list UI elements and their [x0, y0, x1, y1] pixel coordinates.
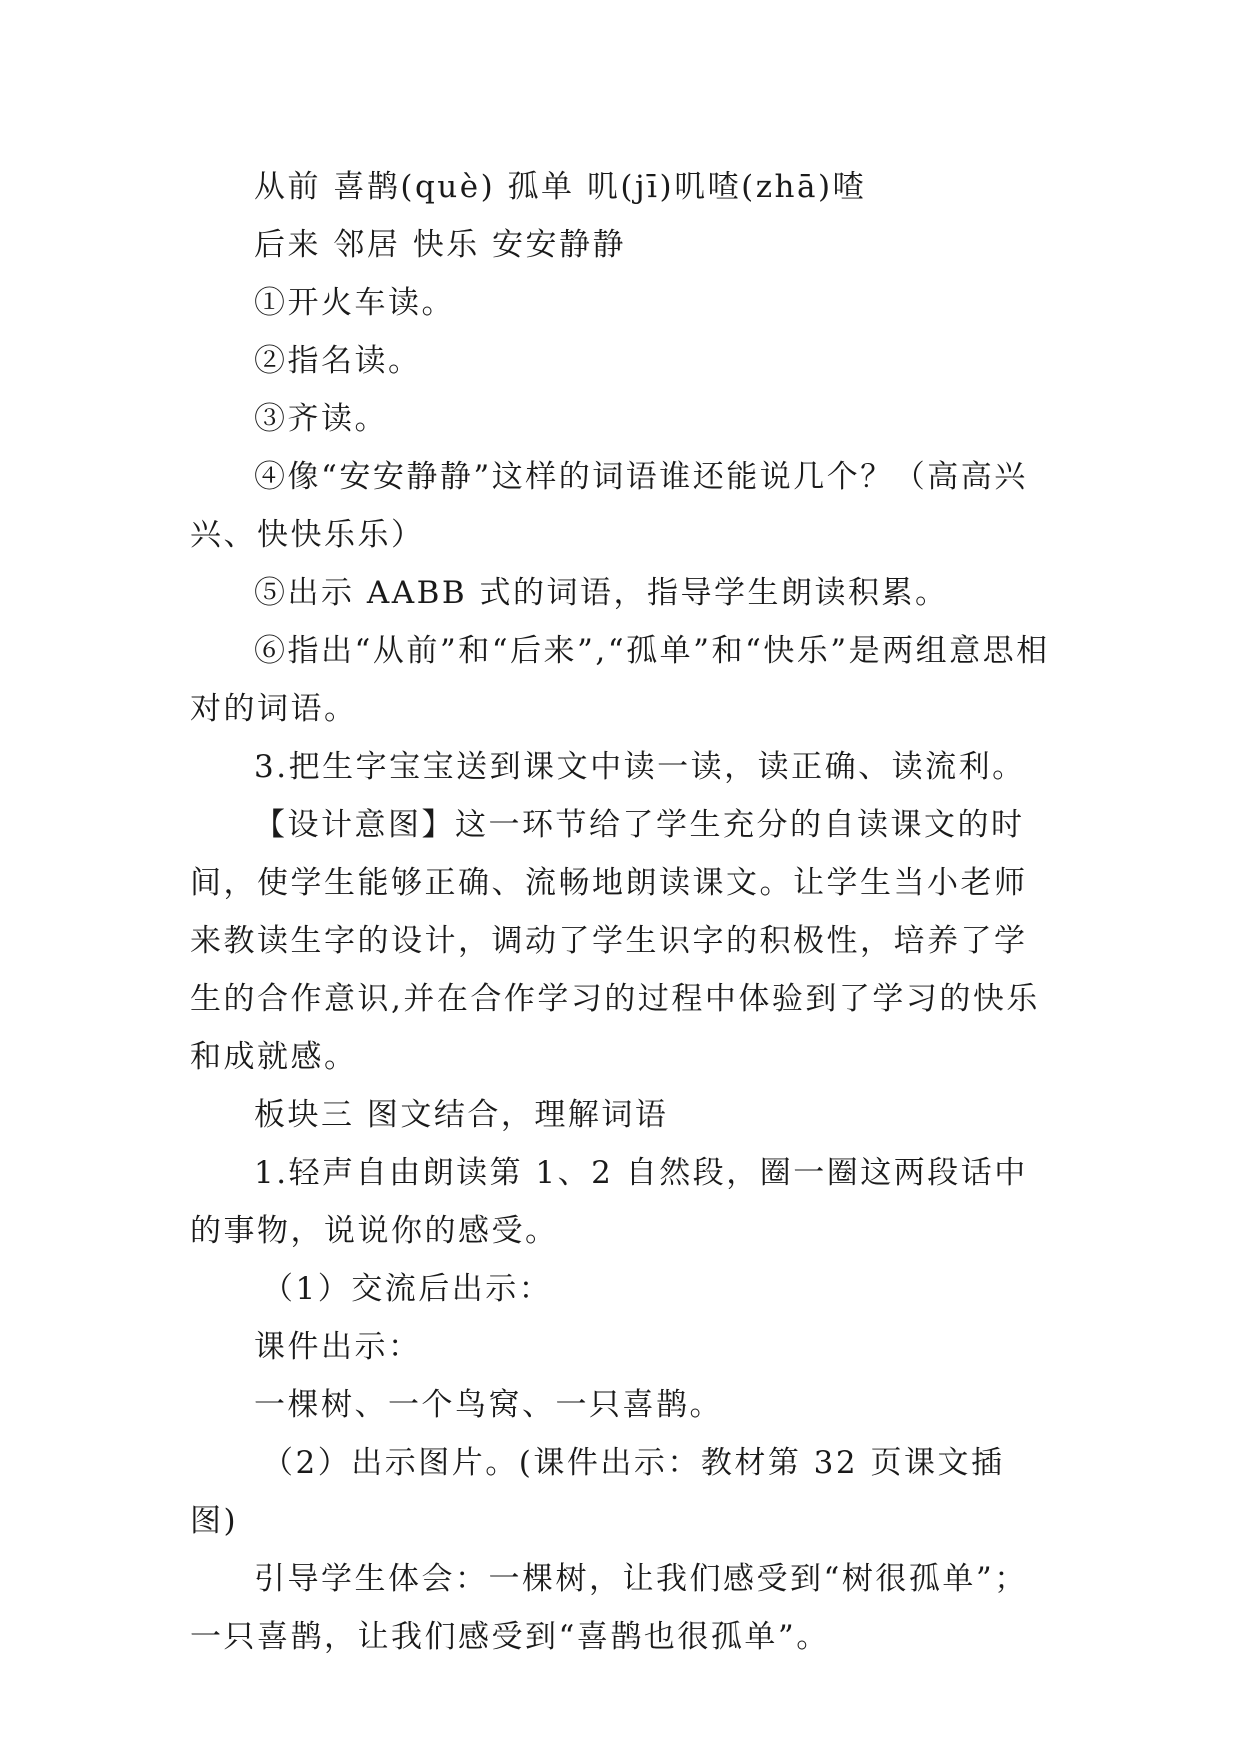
step-group-reading: ③齐读。: [254, 401, 388, 437]
step-read-text: 3.把生字宝宝送到课文中读一读，读正确、读流利。: [254, 749, 1026, 785]
document-body: [190, 158, 1050, 1666]
step-aabb-words: ⑤出示 AABB 式的词语，指导学生朗读积累。: [254, 575, 949, 611]
vocabulary-line-1: 从前 喜鹊(què) 孤单 叽(jī)叽喳(zhā)喳: [254, 169, 867, 205]
step-train-reading: ①开火车读。: [254, 285, 455, 321]
courseware-content: 一棵树、一个鸟窝、一只喜鹊。: [254, 1387, 723, 1423]
design-intent: 【设计意图】这一环节给了学生充分的自读课文的时间，使学生能够正确、流畅地朗读课文。让学生当小老师来教读生字的设计，调动了学生识字的积极性，培养了学生的合作意识,并在合作学习的过程中体验到了学习的快乐和成就感。: [190, 807, 1040, 1075]
section-heading: 板块三 图文结合，理解词语: [254, 1097, 669, 1133]
sub-step-1: （1）交流后出示：: [262, 1271, 553, 1307]
step-antonym-words: ⑥指出“从前”和“后来”,“孤单”和“快乐”是两组意思相对的词语。: [190, 633, 1050, 727]
sub-step-2: （2）出示图片。(课件出示：教材第 32 页课文插图): [190, 1445, 1005, 1539]
courseware-label: 课件出示：: [254, 1329, 422, 1365]
task-read-paragraphs: 1.轻声自由朗读第 1、2 自然段，圈一圈这两段话中的事物，说说你的感受。: [190, 1155, 1028, 1249]
step-named-reading: ②指名读。: [254, 343, 422, 379]
step-similar-words: ④像“安安静静”这样的词语谁还能说几个？（高高兴兴、快快乐乐）: [190, 459, 1028, 553]
guidance-paragraph: 引导学生体会：一棵树，让我们感受到“树很孤单”；一只喜鹊，让我们感受到“喜鹊也很孤单”。: [190, 1561, 1028, 1655]
vocabulary-line-2: 后来 邻居 快乐 安安静静: [254, 227, 627, 263]
